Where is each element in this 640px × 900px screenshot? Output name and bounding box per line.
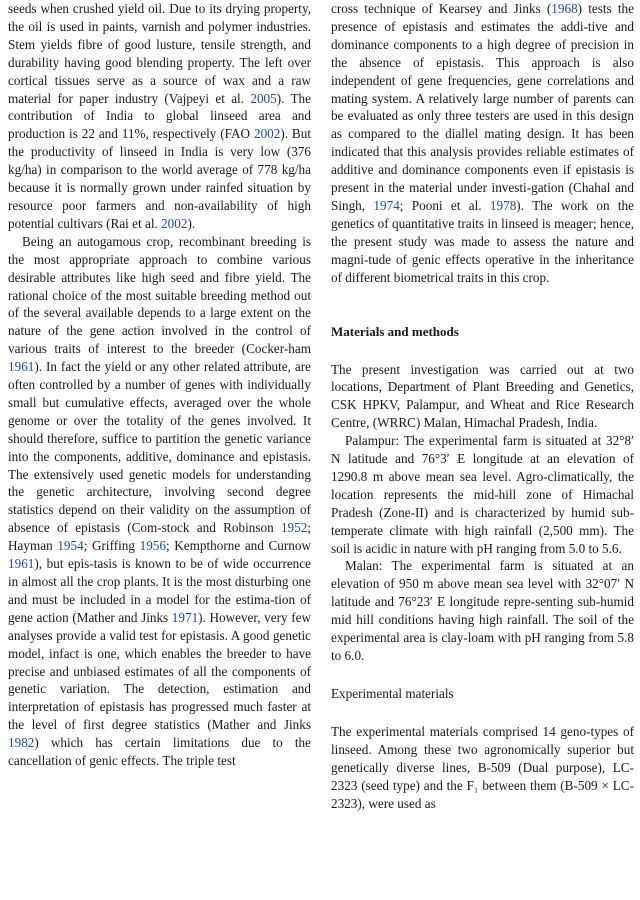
text-run: ). However, very few analyses provide a valid test for epistasis. A good genetic model, infact is one, which enables the breeder to have precise and unbiased estimates of all the components of genetic variation. The detection, estimation and interpretation of epistasis has progressed much faster at the level of first degree statistics (Mather and Jinks	[8, 609, 311, 733]
text-run: ). In fact the yield or any other related attribute, are often controlled by a number of genes with individually small but cumulative effects, averaged over the whole genome or over the totality of the genes involved. It should therefore, suffice to partition the genetic variance into the components, additive, dominance and epistasis. The extensively used genetic models for understanding the genetic architecture, involving second degree statistics depend on their validity on the assumption of absence of epistasis (Com-stock and Robinson	[8, 359, 311, 536]
paragraph-experimental-materials	[331, 723, 634, 813]
spacer	[331, 287, 634, 323]
citation-link[interactable]: 1956	[139, 538, 166, 554]
citation-link[interactable]: 1982	[8, 735, 35, 751]
text-run: Palampur: The experimental farm is situated at 32°8′ N latitude and 76°3′ E longitude at an elevation of 1290.8 m above mean sea level. Agro-climatically, the location represents the mid-hill zone of Himachal Pradesh (Zone-II) and is characterized by humid sub-temperate climate with high rainfall (2,500 mm). The soil is acidic in nature with pH ranging from 5.0 to 5.6.	[331, 433, 634, 556]
citation-link[interactable]: 2005	[250, 90, 277, 106]
text-run: ) tests the presence of epistasis and estimates the addi-tive and dominance components to a high degree of precision in the absence of epistasis. This approach is also independent of gene frequencies, gene correlations and mating system. A relatively large number of parents can be evaluated as only three testers are used in this design as compared to the diallel mating design. It has been indicated that this analysis provides reliable estimates of additive and dominance components even if epistasis is present in the material under investi-gation (Chahal and Singh,	[331, 1, 634, 213]
citation-link[interactable]: 2002	[161, 215, 188, 231]
citation-link[interactable]: 1978	[489, 197, 517, 213]
spacer	[331, 703, 634, 723]
text-run: ).	[187, 215, 196, 231]
text-run: ). The contribution of India to global linseed area and production is 22 and 11%, respectively (FAO	[8, 90, 311, 142]
text-run: Malan: The experimental farm is situated at an elevation of 950 m above mean sea level with 32°07′ N latitude and 76°23′ E longitude repre-senting sub-humid mid hill conditions having high rainfall. The soil of the experimental area is clay-loam with pH ranging from 5.8 to 6.0.	[331, 558, 634, 663]
text-run: The experimental materials comprised 14 geno-types of linseed. Among these two agronomically superior but genetically diverse lines, B-509 (Dual purpose), LC-2323 (seed type) and the F₁ between them (B-509 × LC-2323), were used as	[331, 723, 634, 811]
citation-link[interactable]: 2002	[253, 126, 281, 142]
paragraph-locations	[331, 361, 634, 433]
text-run: ) which has certain limitations due to the cancellation of genic effects. The triple test	[8, 735, 311, 769]
text-run: The present investigation was carried out at two locations, Department of Plant Breeding and Genetics, CSK HPKV, Palampur, and Wheat and Rice Research Centre, (WRRC) Malan, Himachal Pradesh, India.	[331, 361, 634, 431]
citation-link[interactable]: 1971	[171, 609, 199, 625]
section-heading-materials: Materials and methods	[331, 323, 459, 339]
text-run: ). The work on the genetics of quantitative traits in linseed is meager; hence, the present study was made to assess the nature and magni-tude of genic effects operative in the inheritance of different biometrical traits in this crop.	[331, 197, 634, 285]
text-run: ), but epis-tasis is known to be of wide occurrence in almost all the crop plants. It is the most disturbing one and must be included in a model for the estima-tion of gene action (Mather and Jinks	[8, 556, 311, 625]
section-heading-experimental-materials: Experimental materials	[331, 685, 454, 701]
paragraph-triple-test	[331, 0, 634, 287]
text-run: ; Pooni et al.	[399, 197, 490, 213]
paragraph-malan	[331, 557, 634, 664]
text-run: ). But the productivity of linseed in India is very low (376 kg/ha) in comparison to the world average of 778 kg/ha because it is normally grown under rainfed situation by resource poor farmers and non-availability of high potential cultivars (Rai et al.	[8, 126, 311, 231]
left-column	[8, 0, 311, 900]
paragraph-breeding-approach	[8, 233, 311, 770]
paragraph-linseed-uses	[8, 0, 311, 233]
text-run: ; Kempthorne and Curnow	[165, 538, 311, 554]
text-run: ; Griffing	[83, 538, 140, 554]
text-run: seeds when crushed yield oil. Due to its drying property, the oil is used in paints, varnish and polymer industries. Stem yields fibre of good lusture, tensile strength, and durability having good blending property. The left over cortical tissues serve as a source of wax and a raw material for paper industry (Vajpeyi et al.	[8, 1, 311, 106]
right-column	[331, 0, 634, 900]
citation-link[interactable]: 1952	[280, 520, 308, 536]
text-run: ; Hayman	[8, 520, 311, 554]
paragraph-palampur	[331, 432, 634, 557]
citation-link[interactable]: 1961	[8, 359, 35, 375]
text-run: cross technique of Kearsey and Jinks (	[331, 1, 552, 16]
citation-link[interactable]: 1961	[8, 556, 35, 572]
citation-link[interactable]: 1968	[551, 1, 578, 16]
spacer	[331, 341, 634, 361]
citation-link[interactable]: 1954	[57, 538, 84, 554]
citation-link[interactable]: 1974	[373, 197, 400, 213]
text-run: Being an autogamous crop, recombinant breeding is the most appropriate approach to combine various desirable attributes like high seed and fibre yield. The rational choice of the most suitable breeding method out of the several available depends to a large extent on the nature of the gene action involved in the control of various traits of interest to the breeder (Cocker-ham	[8, 233, 311, 357]
spacer	[331, 665, 634, 685]
